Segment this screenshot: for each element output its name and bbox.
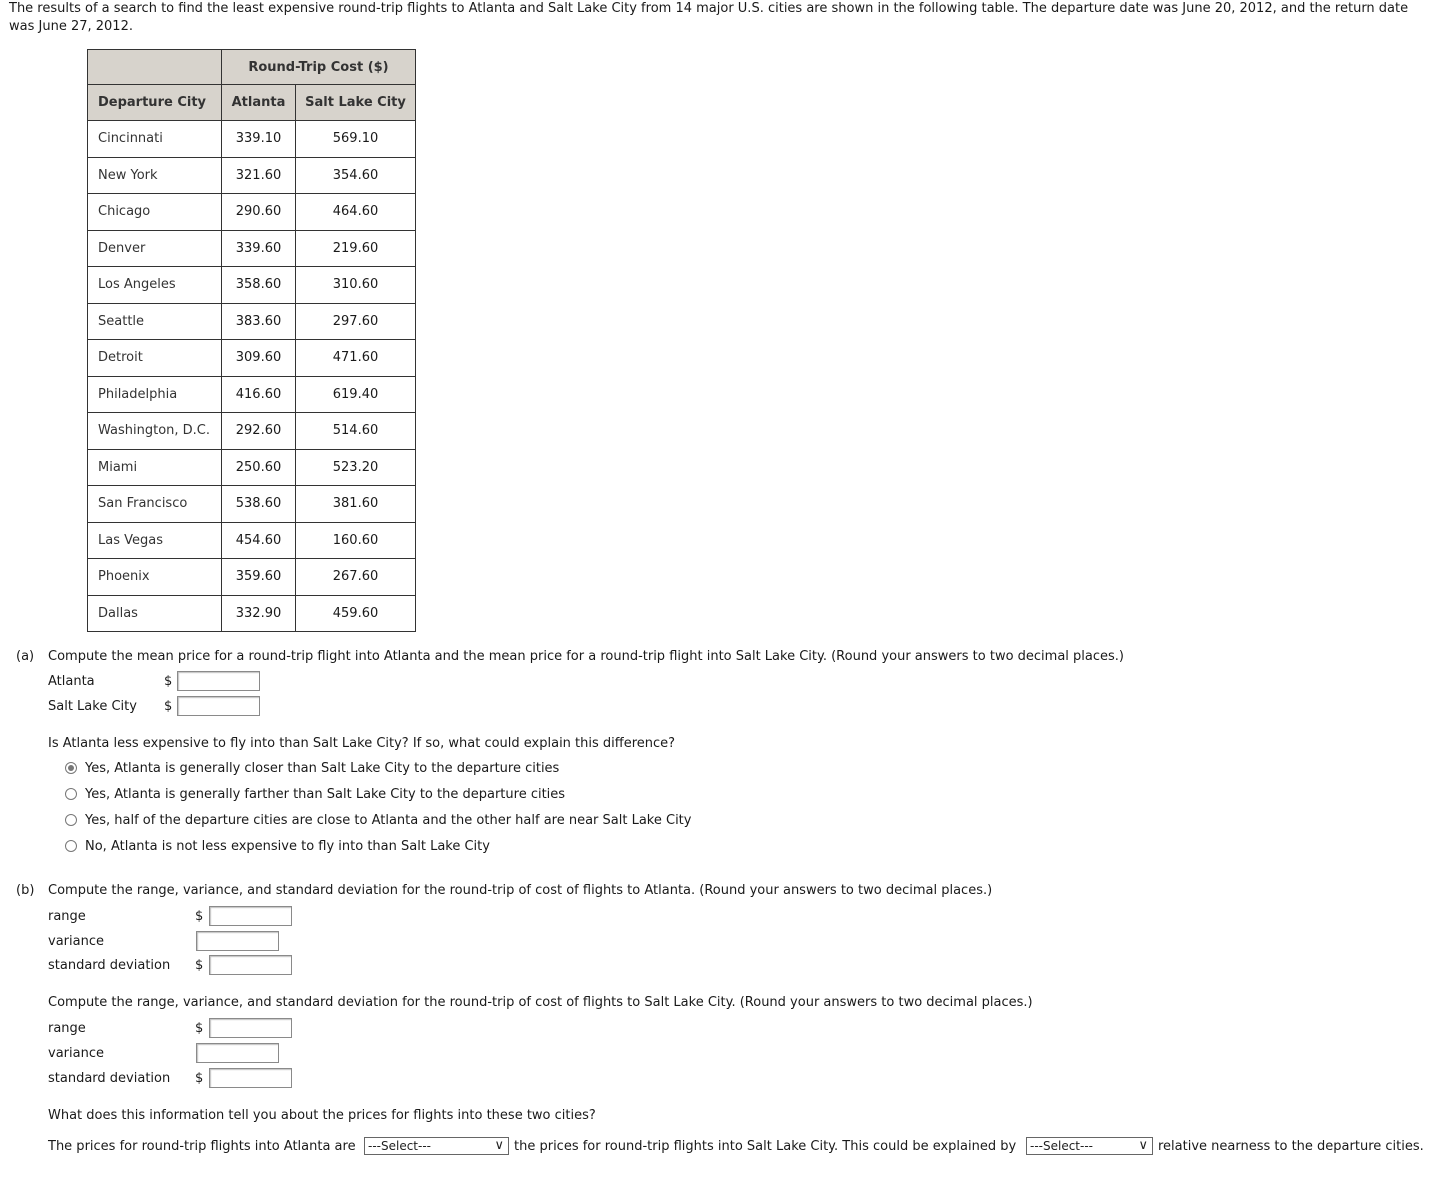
table-header-blank xyxy=(88,50,222,85)
currency-symbol: $ xyxy=(195,958,204,973)
round-trip-cost-header: Round-Trip Cost ($) xyxy=(222,50,416,85)
part-b-label: (b) xyxy=(16,883,35,898)
atlanta-cost-cell: 416.60 xyxy=(222,376,296,413)
atlanta-range-label: range xyxy=(48,909,86,924)
option-4-label[interactable]: No, Atlanta is not less expensive to fly into than Salt Lake City xyxy=(85,839,490,854)
slc-variance-input[interactable] xyxy=(196,1043,279,1063)
atlanta-cost-cell: 332.90 xyxy=(222,595,296,632)
atlanta-cost-cell: 454.60 xyxy=(222,522,296,559)
city-cell: Cincinnati xyxy=(88,121,222,158)
part-b-prompt-slc: Compute the range, variance, and standard deviation for the round-trip of cost of flights to Salt Lake City. (Round your answers to two decimal places.) xyxy=(48,995,1033,1010)
sentence-part-3: relative nearness to the departure cities. xyxy=(1158,1139,1424,1154)
atlanta-cost-cell: 290.60 xyxy=(222,194,296,231)
atlanta-variance-input[interactable] xyxy=(196,931,279,951)
table-row xyxy=(88,595,416,632)
table-row xyxy=(88,376,416,413)
atlanta-std-label: standard deviation xyxy=(48,958,171,973)
atlanta-cost-cell: 339.10 xyxy=(222,121,296,158)
slc-cost-cell: 619.40 xyxy=(296,376,416,413)
atlanta-mean-input[interactable] xyxy=(177,671,260,691)
option-2-label[interactable]: Yes, Atlanta is generally farther than Salt Lake City to the departure cities xyxy=(85,787,566,802)
slc-cost-cell: 514.60 xyxy=(296,413,416,450)
sentence-part-2: the prices for round-trip flights into Salt Lake City. This could be explained by xyxy=(514,1139,1017,1154)
atlanta-cost-cell: 250.60 xyxy=(222,449,296,486)
option-4-radio[interactable] xyxy=(65,840,77,852)
atlanta-variance-label: variance xyxy=(48,934,104,949)
part-b-question: What does this information tell you about the prices for flights into these two cities? xyxy=(48,1108,596,1123)
select-value: ---Select--- xyxy=(1030,1139,1093,1153)
atlanta-cost-cell: 358.60 xyxy=(222,267,296,304)
slc-range-label: range xyxy=(48,1021,86,1036)
part-a-question: Is Atlanta less expensive to fly into than Salt Lake City? If so, what could explain this difference? xyxy=(48,736,676,751)
option-3-radio[interactable] xyxy=(65,814,77,826)
city-cell: Chicago xyxy=(88,194,222,231)
currency-symbol: $ xyxy=(195,909,204,924)
slc-cost-cell: 267.60 xyxy=(296,559,416,596)
table-row xyxy=(88,157,416,194)
flight-cost-table xyxy=(87,49,416,632)
slc-cost-cell: 464.60 xyxy=(296,194,416,231)
atlanta-cost-cell: 359.60 xyxy=(222,559,296,596)
atlanta-cost-cell: 309.60 xyxy=(222,340,296,377)
slc-header: Salt Lake City xyxy=(296,85,416,121)
problem-intro: The results of a search to find the least expensive round-trip flights to Atlanta and Salt Lake City from 14 major U.S. cities are shown in the following table. The departure date was June 20, 2012, and the return date was June 27, 2012. xyxy=(9,1,1409,34)
slc-std-input[interactable] xyxy=(209,1068,292,1088)
city-cell: Las Vegas xyxy=(88,522,222,559)
city-cell: Washington, D.C. xyxy=(88,413,222,450)
atlanta-range-input[interactable] xyxy=(209,906,292,926)
price-comparison-select[interactable] xyxy=(364,1137,509,1155)
city-cell: Miami xyxy=(88,449,222,486)
slc-mean-label: Salt Lake City xyxy=(48,699,137,714)
slc-cost-cell: 459.60 xyxy=(296,595,416,632)
atlanta-cost-cell: 321.60 xyxy=(222,157,296,194)
sentence-part-1: The prices for round-trip flights into Atlanta are xyxy=(48,1139,356,1154)
select-value: ---Select--- xyxy=(368,1139,431,1153)
table-row xyxy=(88,340,416,377)
slc-cost-cell: 310.60 xyxy=(296,267,416,304)
slc-cost-cell: 160.60 xyxy=(296,522,416,559)
chevron-down-icon: ∨ xyxy=(1138,1138,1148,1153)
table-row xyxy=(88,303,416,340)
city-cell: Seattle xyxy=(88,303,222,340)
city-cell: New York xyxy=(88,157,222,194)
atlanta-cost-cell: 339.60 xyxy=(222,230,296,267)
currency-symbol: $ xyxy=(195,1021,204,1036)
slc-mean-input[interactable] xyxy=(177,696,260,716)
table-row xyxy=(88,267,416,304)
city-cell: Philadelphia xyxy=(88,376,222,413)
slc-cost-cell: 569.10 xyxy=(296,121,416,158)
city-cell: Dallas xyxy=(88,595,222,632)
city-cell: Phoenix xyxy=(88,559,222,596)
city-cell: San Francisco xyxy=(88,486,222,523)
currency-symbol: $ xyxy=(164,674,173,689)
option-3-label[interactable]: Yes, half of the departure cities are close to Atlanta and the other half are near Salt Lake City xyxy=(85,813,692,828)
city-cell: Los Angeles xyxy=(88,267,222,304)
table-row xyxy=(88,559,416,596)
slc-cost-cell: 297.60 xyxy=(296,303,416,340)
table-row xyxy=(88,194,416,231)
table-row xyxy=(88,230,416,267)
option-1-radio[interactable] xyxy=(65,762,77,774)
atlanta-cost-cell: 538.60 xyxy=(222,486,296,523)
slc-cost-cell: 381.60 xyxy=(296,486,416,523)
table-row xyxy=(88,121,416,158)
slc-cost-cell: 219.60 xyxy=(296,230,416,267)
part-a-prompt: Compute the mean price for a round-trip flight into Atlanta and the mean price for a round-trip flight into Salt Lake City. (Round your answers to two decimal places.) xyxy=(48,649,1124,664)
option-1-label[interactable]: Yes, Atlanta is generally closer than Salt Lake City to the departure cities xyxy=(85,761,560,776)
explanation-select[interactable] xyxy=(1026,1137,1153,1155)
slc-cost-cell: 354.60 xyxy=(296,157,416,194)
chevron-down-icon: ∨ xyxy=(494,1138,504,1153)
slc-variance-label: variance xyxy=(48,1046,104,1061)
atlanta-cost-cell: 292.60 xyxy=(222,413,296,450)
atlanta-mean-label: Atlanta xyxy=(48,674,95,689)
slc-range-input[interactable] xyxy=(209,1018,292,1038)
city-cell: Denver xyxy=(88,230,222,267)
option-2-radio[interactable] xyxy=(65,788,77,800)
slc-cost-cell: 523.20 xyxy=(296,449,416,486)
table-row xyxy=(88,486,416,523)
part-b-prompt-atlanta: Compute the range, variance, and standard deviation for the round-trip of cost of flights to Atlanta. (Round your answers to two decimal places.) xyxy=(48,883,993,898)
table-row xyxy=(88,449,416,486)
currency-symbol: $ xyxy=(195,1071,204,1086)
table-row xyxy=(88,413,416,450)
atlanta-cost-cell: 383.60 xyxy=(222,303,296,340)
atlanta-header: Atlanta xyxy=(222,85,296,121)
departure-city-header: Departure City xyxy=(88,85,222,121)
currency-symbol: $ xyxy=(164,699,173,714)
atlanta-std-input[interactable] xyxy=(209,955,292,975)
slc-cost-cell: 471.60 xyxy=(296,340,416,377)
slc-std-label: standard deviation xyxy=(48,1071,171,1086)
part-a-label: (a) xyxy=(16,649,35,664)
table-row xyxy=(88,522,416,559)
city-cell: Detroit xyxy=(88,340,222,377)
